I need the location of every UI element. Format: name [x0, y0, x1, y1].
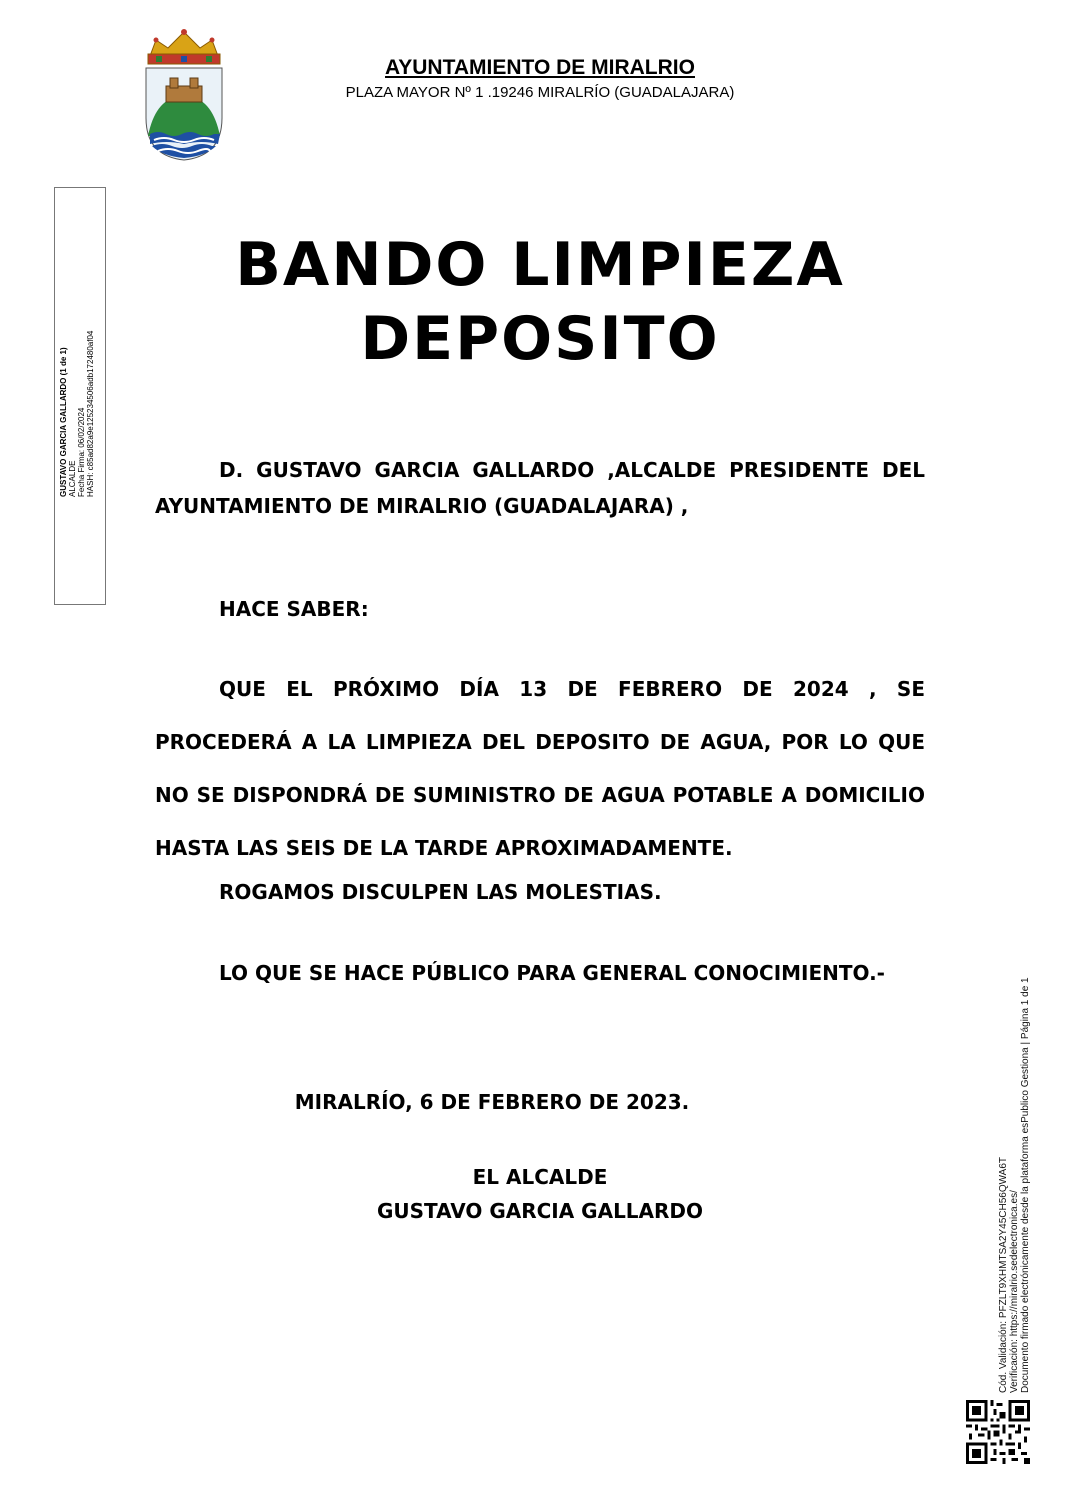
closing-paragraph: LO QUE SE HACE PÚBLICO PARA GENERAL CONOCIMIENTO.-: [219, 961, 885, 985]
document-title-line1: BANDO LIMPIEZA: [235, 230, 845, 300]
signer-role: EL ALCALDE: [472, 1165, 608, 1189]
document-title: [140, 228, 940, 376]
signer-block: [155, 1160, 925, 1228]
hace-saber-paragraph: HACE SABER:: [219, 597, 369, 621]
apology-paragraph: ROGAMOS DISCULPEN LAS MOLESTIAS.: [219, 880, 662, 904]
validation-code: Cód. Validación: PFZLT9XHMTSA2Y45CH56QWA6T: [998, 1156, 1009, 1393]
signature-role: ALCALDE: [68, 460, 77, 497]
signature-name: GUSTAVO GARCIA GALLARDO (1 de 1): [59, 347, 68, 497]
municipal-crest-logo: [136, 26, 232, 162]
signature-date: Fecha Firma: 06/02/2024: [77, 407, 86, 497]
header-address: PLAZA MAYOR Nº 1 .19246 MIRALRÍO (GUADALAJARA): [345, 84, 735, 101]
signature-stamp-text: [59, 197, 95, 497]
validation-strip: [998, 933, 1031, 1393]
qr-code-icon: [966, 1400, 1030, 1464]
document-title-line2: DEPOSITO: [360, 304, 720, 374]
date-line: MIRALRÍO, 6 DE FEBRERO DE 2023.: [294, 1090, 690, 1114]
signer-name: GUSTAVO GARCIA GALLARDO: [376, 1199, 704, 1223]
validation-url: Verificación: https://miralrio.sedelectronica.es/: [1009, 1190, 1020, 1393]
header-title: AYUNTAMIENTO DE MIRALRIO: [385, 56, 695, 79]
signature-hash: HASH: c85ad82a9e125234506adb172480af04: [86, 330, 95, 497]
intro-paragraph: D. GUSTAVO GARCIA GALLARDO ,ALCALDE PRESIDENTE DEL AYUNTAMIENTO DE MIRALRIO (GUADALAJARA) ,: [155, 458, 925, 518]
announcement-paragraph: QUE EL PRÓXIMO DÍA 13 DE FEBRERO DE 2024 , SE PROCEDERÁ A LA LIMPIEZA DEL DEPOSITO DE AGUA, POR LO QUE NO SE DISPONDRÁ DE SUMINISTRO DE AGUA POTABLE A DOMICILIO HASTA LAS SEIS DE LA TARDE APROXIMADAMENTE.: [155, 677, 925, 860]
validation-platform: Documento firmado electrónicamente desde la plataforma esPublico Gestiona | Página 1 de 1: [1020, 977, 1031, 1393]
